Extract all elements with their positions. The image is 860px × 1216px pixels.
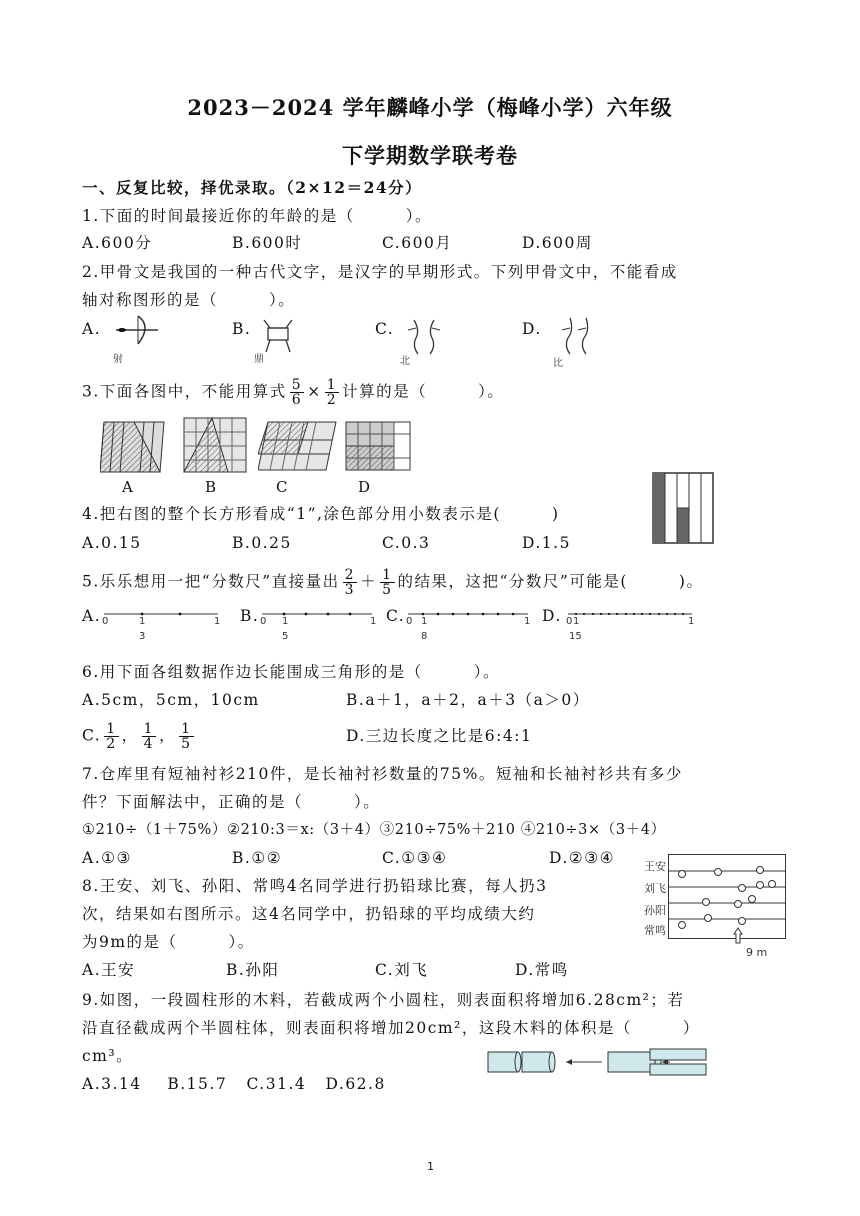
ruler-b	[258, 606, 378, 620]
ruler-a-zero: 0	[102, 616, 109, 627]
q4-option-c: C.0.3	[382, 534, 431, 552]
ruler-d	[564, 606, 696, 620]
q1-option-d: D.600周	[522, 234, 593, 252]
q3-label-a: A	[122, 478, 133, 496]
ruler-a	[100, 606, 224, 620]
ruler-d-tick-den: 15	[569, 631, 582, 642]
q9-stem-line2: 沿直径截成两个半圆柱体，则表面积将增加20cm²，这段木料的体积是（ ）	[82, 1019, 700, 1037]
q3-figure-d	[344, 420, 412, 472]
ruler-d-one: 1	[688, 616, 695, 627]
q2-option-d: D.	[522, 320, 542, 338]
chart-mark-9m: 9 m	[746, 946, 768, 959]
q6-option-d: D.三边长度之比是6:4:1	[346, 727, 533, 745]
q4-stem: 4.把右图的整个长方形看成“1”,涂色部分用小数表示是( )	[82, 505, 560, 523]
q3-label-d: D	[358, 478, 371, 496]
q3-stem: 3.下面各图中，不能用算式 $\frac{5}{6}$ × $\frac{1}{2}$ 计算的是（ ）。	[82, 377, 505, 408]
chart-name-liufei: 刘飞	[644, 882, 666, 895]
shot-put-chart	[668, 854, 786, 944]
q9-option-d: D.62.8	[325, 1075, 386, 1093]
oracle-caption-ding: 鼎	[254, 354, 264, 365]
q7-option-c: C.①③④	[382, 849, 448, 867]
q6-option-c: C. $\frac{1}{2}$ ， $\frac{1}{4}$ ， $\frac{1}{5}$	[82, 721, 192, 752]
q5-option-a: A.	[82, 607, 102, 625]
q9-options	[82, 1074, 386, 1094]
oracle-caption-she: 射	[113, 354, 123, 365]
q6-option-a: A.5cm，5cm，10cm	[82, 691, 260, 709]
q9-stem-line3: cm³。	[82, 1047, 134, 1065]
ruler-a-tick-den: 3	[139, 631, 146, 642]
q9-option-a: A.3.14	[82, 1075, 142, 1093]
q2-option-a: A.	[82, 320, 102, 338]
q3-label-b: B	[205, 478, 217, 496]
oracle-glyph-ding	[258, 316, 298, 354]
q5-stem: 5.乐乐想用一把“分数尺”直接量出 $\frac{2}{3}$ ＋ $\frac{1}{5}$ 的结果，这把“分数尺”可能是( )。	[82, 567, 704, 598]
ruler-c-tick-num: 1	[421, 616, 428, 627]
q1-option-b: B.600时	[232, 234, 303, 252]
q6-option-b: B.a＋1，a＋2，a＋3（a＞0）	[346, 691, 590, 709]
q3-figure-b	[182, 416, 248, 476]
ruler-b-one: 1	[370, 616, 377, 627]
q9-option-c: C.31.4	[246, 1075, 307, 1093]
q8-stem-line1: 8.王安、刘飞、孙阳、常鸣4名同学进行扔铅球比赛，每人扔3	[82, 877, 548, 895]
q7-option-a: A.①③	[82, 849, 132, 867]
q4-option-a: A.0.15	[82, 534, 142, 552]
q2-option-b: B.	[232, 320, 252, 338]
q5-option-c: C.	[386, 607, 406, 625]
ruler-b-tick-den: 5	[282, 631, 289, 642]
chart-name-sunyang: 孙阳	[644, 904, 666, 917]
ruler-d-tick-num: 1	[573, 616, 580, 627]
ruler-b-tick-num: 1	[282, 616, 289, 627]
q5-option-b: B.	[240, 607, 260, 625]
ruler-c-one: 1	[524, 616, 531, 627]
chart-name-wangan: 王安	[644, 860, 666, 873]
chart-name-changming: 常鸣	[644, 924, 666, 937]
q8-stem-line3: 为9m的是（ ）。	[82, 933, 255, 951]
q8-option-d: D.常鸣	[515, 961, 569, 979]
q7-methods: ①210÷（1＋75%）②210:3＝x:（3＋4）③210÷75%＋210 ④210÷3×（3＋4）	[82, 822, 666, 838]
page-title-line2: 下学期数学联考卷	[342, 143, 518, 168]
q9-option-b: B.15.7	[167, 1075, 228, 1093]
ruler-b-zero: 0	[260, 616, 267, 627]
page-number: 1	[427, 1160, 434, 1173]
ruler-a-tick-num: 1	[139, 616, 146, 627]
q7-option-d: D.②③④	[549, 849, 615, 867]
q2-stem-line2: 轴对称图形的是（ ）。	[82, 291, 296, 309]
q8-option-c: C.刘飞	[375, 961, 429, 979]
q7-option-b: B.①②	[232, 849, 283, 867]
q4-rectangle-figure	[652, 472, 714, 544]
ruler-d-zero: 0	[566, 616, 573, 627]
ruler-c-tick-den: 8	[421, 631, 428, 642]
q1-option-c: C.600月	[382, 234, 453, 252]
q2-stem-line1: 2.甲骨文是我国的一种古代文字，是汉字的早期形式。下列甲骨文中，不能看成	[82, 263, 678, 281]
oracle-caption-bei: 北	[400, 356, 410, 367]
q3-figure-a	[100, 418, 168, 476]
page-title-line1: 2023－2024 学年麟峰小学（梅峰小学）六年级	[187, 95, 673, 120]
oracle-caption-bi: 比	[553, 358, 563, 369]
q4-option-b: B.0.25	[232, 534, 292, 552]
q8-stem-line2: 次，结果如右图所示。这4名同学中，扔铅球的平均成绩大约	[82, 905, 536, 923]
section-heading: 一、反复比较，择优录取。（2×12＝24分）	[82, 178, 423, 197]
q9-stem-line1: 9.如图，一段圆柱形的木料，若截成两个小圆柱，则表面积将增加6.28cm²；若	[82, 991, 685, 1009]
q2-option-c: C.	[375, 320, 395, 338]
cylinder-cut-figure	[484, 1046, 714, 1080]
q7-stem-line2: 件？下面解法中，正确的是（ ）。	[82, 793, 381, 811]
q4-option-d: D.1.5	[522, 534, 571, 552]
q1-stem: 1.下面的时间最接近你的年龄的是（ ）。	[82, 207, 433, 225]
oracle-glyph-she	[108, 312, 168, 352]
q3-label-c: C	[276, 478, 288, 496]
q6-stem: 6.用下面各组数据作边长能围成三角形的是（ ）。	[82, 663, 501, 681]
q3-figure-c	[258, 420, 338, 472]
q5-option-d: D.	[542, 607, 562, 625]
q8-option-b: B.孙阳	[226, 961, 280, 979]
q7-stem-line1: 7.仓库里有短袖衬衫210件，是长袖衬衫数量的75%。短袖和长袖衬衫共有多少	[82, 765, 683, 783]
oracle-glyph-bei	[404, 316, 444, 356]
oracle-glyph-bi	[558, 314, 600, 356]
q8-option-a: A.王安	[82, 961, 136, 979]
ruler-a-one: 1	[214, 616, 221, 627]
q1-option-a: A.600分	[82, 234, 153, 252]
ruler-c-zero: 0	[406, 616, 413, 627]
